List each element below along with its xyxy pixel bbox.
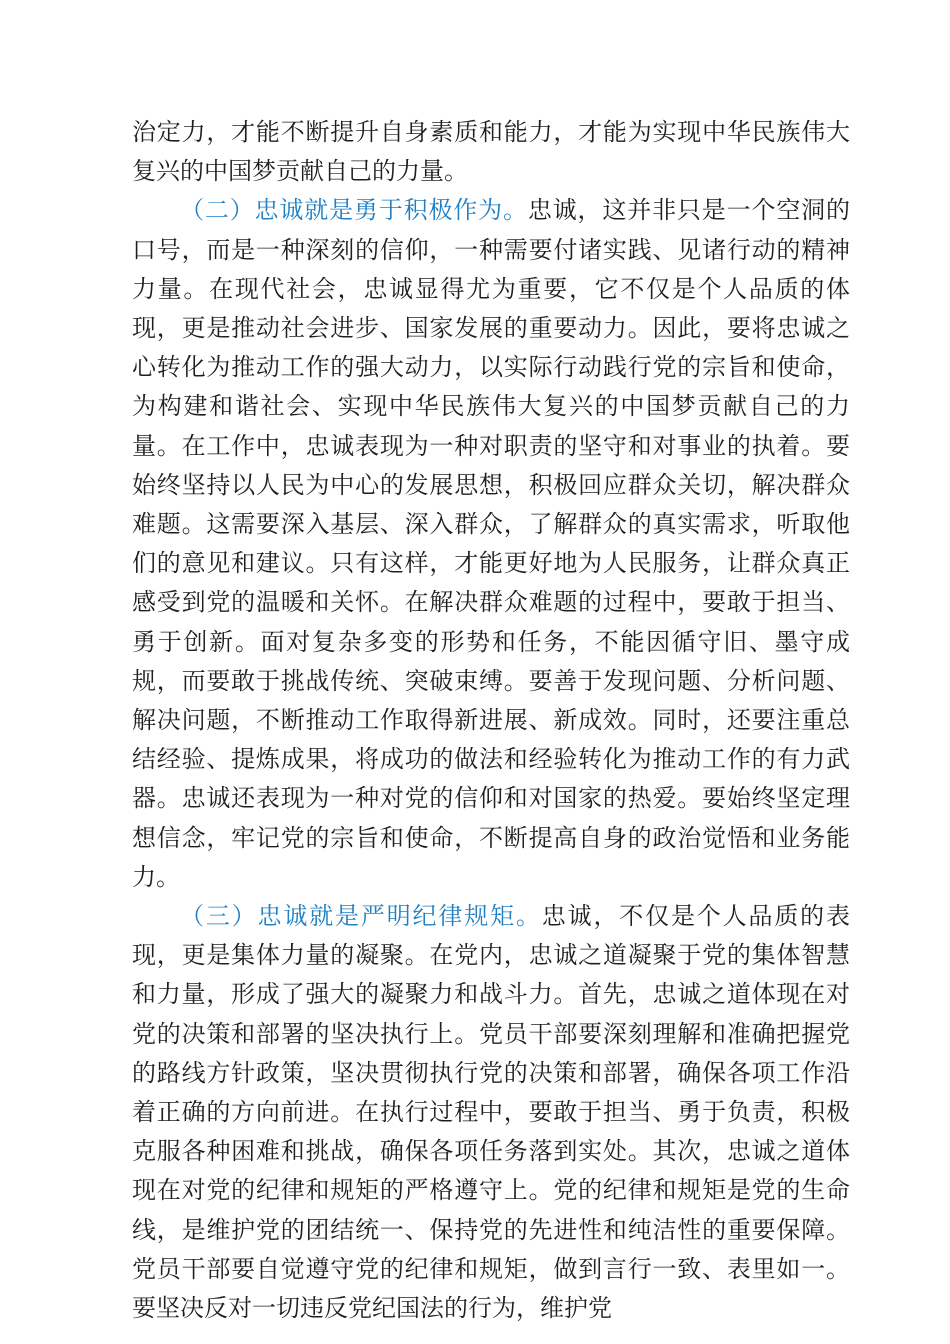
paragraph-section-3	[132, 897, 850, 1328]
document-body	[132, 113, 850, 1328]
paragraph-continued	[132, 113, 850, 191]
paragraph-text: 忠诚，不仅是个人品质的表现，更是集体力量的凝聚。在党内，忠诚之道凝聚于党的集体智慧和力量，形成了强大的凝聚力和战斗力。首先，忠诚之道体现在对党的决策和部署的坚决执行上。党员干部要深刻理解和准确把握党的路线方针政策，坚决贯彻执行党的决策和部署，确保各项工作沿着正确的方向前进。在执行过程中，要敢于担当、勇于负责，积极克服各种困难和挑战，确保各项任务落到实处。其次，忠诚之道体现在对党的纪律和规矩的严格遵守上。党的纪律和规矩是党的生命线，是维护党的团结统一、保持党的先进性和纯洁性的重要保障。党员干部要自觉遵守党的纪律和规矩，做到言行一致、表里如一。要坚决反对一切违反党纪国法的行为，维护党	[132, 902, 851, 1323]
paragraph-text: 治定力，才能不断提升自身素质和能力，才能为实现中华民族伟大复兴的中国梦贡献自己的力量。	[132, 118, 850, 186]
paragraph-section-2	[132, 191, 850, 897]
section-heading-3: （三）忠诚就是严明纪律规矩。	[180, 902, 542, 931]
section-heading-2: （二）忠诚就是勇于积极作为。	[180, 196, 528, 225]
paragraph-text: 忠诚，这并非只是一个空洞的口号，而是一种深刻的信仰，一种需要付诸实践、见诸行动的精神力量。在现代社会，忠诚显得尤为重要，它不仅是个人品质的体现，更是推动社会进步、国家发展的重要动力。因此，要将忠诚之心转化为推动工作的强大动力，以实际行动践行党的宗旨和使命，为构建和谐社会、实现中华民族伟大复兴的中国梦贡献自己的力量。在工作中，忠诚表现为一种对职责的坚守和对事业的执着。要始终坚持以人民为中心的发展思想，积极回应群众关切，解决群众难题。这需要深入基层、深入群众，了解群众的真实需求，听取他们的意见和建议。只有这样，才能更好地为人民服务，让群众真正感受到党的温暖和关怀。在解决群众难题的过程中，要敢于担当、勇于创新。面对复杂多变的形势和任务，不能因循守旧、墨守成规，而要敢于挑战传统、突破束缚。要善于发现问题、分析问题、解决问题，不断推动工作取得新进展、新成效。同时，还要注重总结经验、提炼成果，将成功的做法和经验转化为推动工作的有力武器。忠诚还表现为一种对党的信仰和对国家的热爱。要始终坚定理想信念，牢记党的宗旨和使命，不断提高自身的政治觉悟和业务能力。	[132, 196, 851, 891]
